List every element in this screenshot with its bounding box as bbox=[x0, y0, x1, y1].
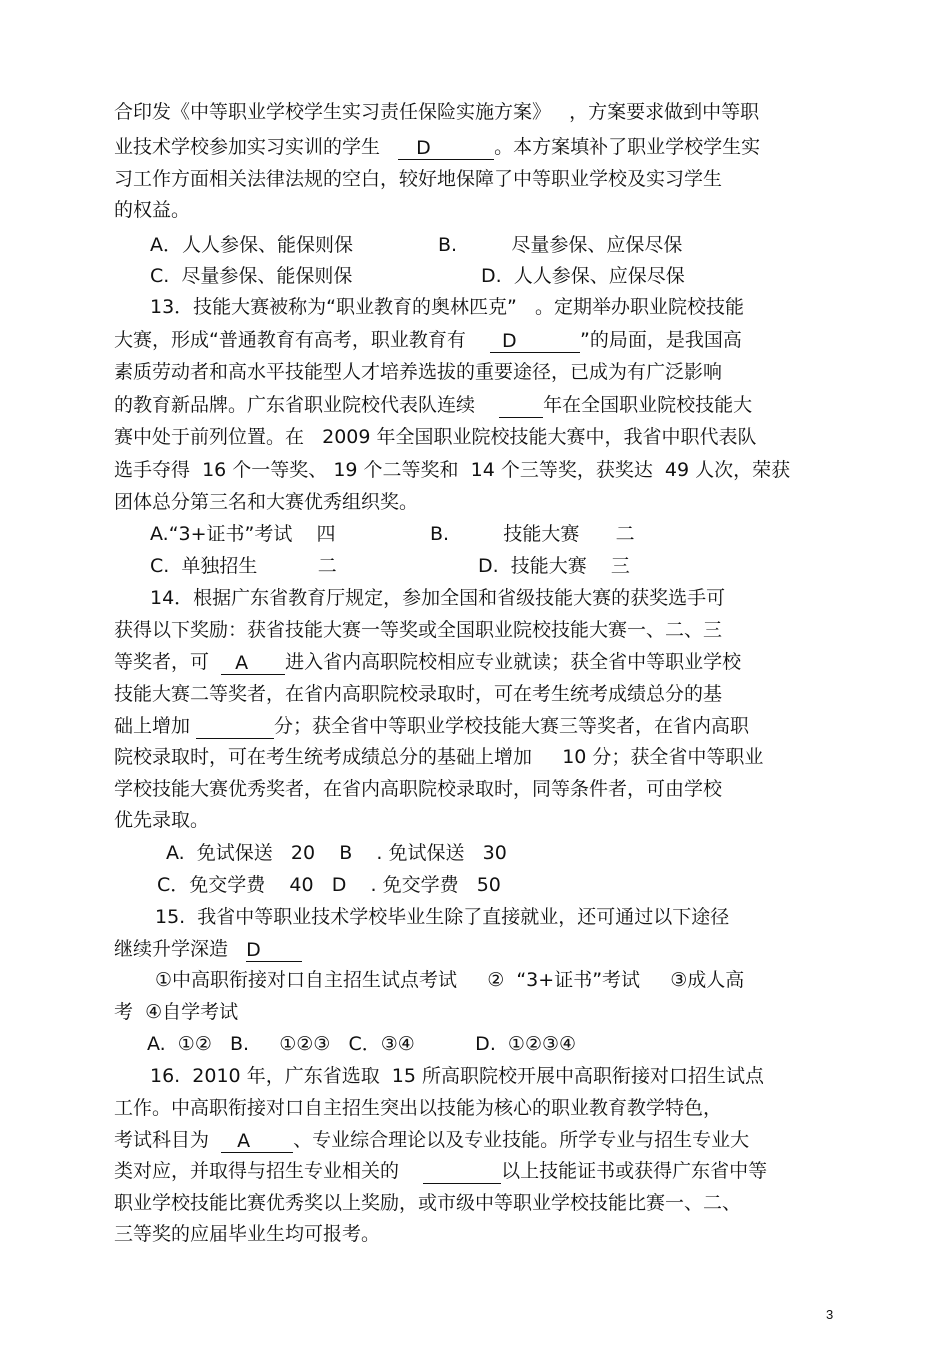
paragraph-line: 继续升学深造 D bbox=[114, 936, 302, 962]
option-a: A.“3+证书”考试 四 bbox=[150, 523, 336, 545]
question-16: 16. 2010 年，广东省选取 15 所高职院校开展中高职衔接对口招生试点 bbox=[150, 1065, 764, 1087]
paragraph-line: 选手夺得 16 个一等奖、 19 个二等奖和 14 个三等奖，获奖达 49 人次，荣获 bbox=[114, 459, 791, 481]
question-14: 14．根据广东省教育厅规定，参加全国和省级技能大赛的获奖选手可 bbox=[150, 587, 726, 609]
paragraph-line: 赛中处于前列位置。在 2009 年全国职业院校技能大赛中，我省中职代表队 bbox=[114, 426, 757, 448]
answer-blank: D bbox=[490, 330, 580, 353]
paragraph-line: 优先录取。 bbox=[114, 809, 210, 831]
paragraph-line: 团体总分第三名和大赛优秀组织奖。 bbox=[114, 491, 419, 513]
paragraph-line: 技能大赛二等奖者，在省内高职院校录取时，可在考生统考成绩总分的基 bbox=[114, 683, 723, 705]
paragraph-line: ①中高职衔接对口自主招生试点考试 ② “3+证书”考试 ③成人高 bbox=[155, 969, 745, 991]
paragraph-line: 业技术学校参加实习实训的学生 D 。本方案填补了职业学校学生实 bbox=[114, 136, 761, 159]
option-d: D. 人人参保、应保尽保 bbox=[481, 265, 685, 287]
paragraph-line: 考试科目为 A 、专业综合理论以及专业技能。所学专业与招生专业大 bbox=[114, 1129, 750, 1152]
answer-blank: D bbox=[398, 137, 494, 160]
paragraph-line: 院校录取时，可在考生统考成绩总分的基础上增加 10 分；获全省中等职业 bbox=[114, 746, 764, 768]
answer-blank: A bbox=[221, 652, 285, 675]
option-c: C. 尽量参保、能保则保 bbox=[150, 265, 353, 287]
question-15: 15. 我省中等职业技术学校毕业生除了直接就业，还可通过以下途径 bbox=[155, 906, 730, 928]
paragraph-line: 工作。中高职衔接对口自主招生突出以技能为核心的职业教育教学特色， bbox=[114, 1097, 723, 1119]
page-number: 3 bbox=[826, 1307, 834, 1322]
option-a: A．人人参保、能保则保 bbox=[150, 234, 353, 256]
paragraph-line: 学校技能大赛优秀奖者，在省内高职院校录取时，同等条件者，可由学校 bbox=[114, 778, 723, 800]
paragraph-line: 大赛，形成“普通教育有高考，职业教育有 D ”的局面，是我国高 bbox=[114, 329, 742, 352]
option-b: B. 技能大赛 二 bbox=[430, 523, 635, 545]
options-cd: C．免交学费 40 D . 免交学费 50 bbox=[157, 874, 501, 896]
paragraph-line: 素质劳动者和高水平技能型人才培养选拔的重要途径，已成为有广泛影响 bbox=[114, 361, 723, 383]
options-ab: A. 免试保送 20 B . 免试保送 30 bbox=[166, 842, 507, 864]
option-b: B. 尽量参保、应保尽保 bbox=[438, 234, 683, 256]
paragraph-line: 的教育新品牌。广东省职业院校代表队连续 年在全国职业院校技能大 bbox=[114, 394, 753, 416]
paragraph-line: 础上增加 分；获全省中等职业学校技能大赛三等奖者，在省内高职 bbox=[114, 715, 750, 737]
option-c: C. 单独招生 二 bbox=[150, 555, 337, 577]
question-13: 13．技能大赛被称为“职业教育的奥林匹克” 。定期举办职业院校技能 bbox=[150, 296, 744, 318]
paragraph-line: 获得以下奖励：获省技能大赛一等奖或全国职业院校技能大赛一、二、三 bbox=[114, 619, 723, 641]
answer-blank bbox=[423, 1161, 501, 1184]
answer-blank: A bbox=[221, 1130, 293, 1153]
options: A. ①② B. ①②③ C．③④ D. ①②③④ bbox=[147, 1033, 577, 1055]
paragraph-line: 考 ④自学考试 bbox=[114, 1001, 239, 1023]
paragraph-line: 类对应，并取得与招生专业相关的 以上技能证书或获得广东省中等 bbox=[114, 1160, 768, 1182]
answer-blank bbox=[499, 395, 543, 418]
paragraph-line: 三等奖的应届毕业生均可报考。 bbox=[114, 1223, 381, 1245]
paragraph-line: 等奖者，可 A 进入省内高职院校相应专业就读；获全省中等职业学校 bbox=[114, 651, 742, 674]
paragraph-line: 的权益。 bbox=[114, 199, 191, 221]
paragraph-line: 习工作方面相关法律法规的空白，较好地保障了中等职业学校及实习学生 bbox=[114, 168, 723, 190]
option-d: D. 技能大赛 三 bbox=[478, 555, 630, 577]
answer-blank: D bbox=[246, 939, 302, 962]
paragraph-line: 职业学校技能比赛优秀奖以上奖励，或市级中等职业学校技能比赛一、二、 bbox=[114, 1192, 742, 1214]
paragraph-line: 合印发《中等职业学校学生实习责任保险实施方案》 ，方案要求做到中等职 bbox=[114, 101, 760, 123]
answer-blank bbox=[196, 716, 274, 739]
